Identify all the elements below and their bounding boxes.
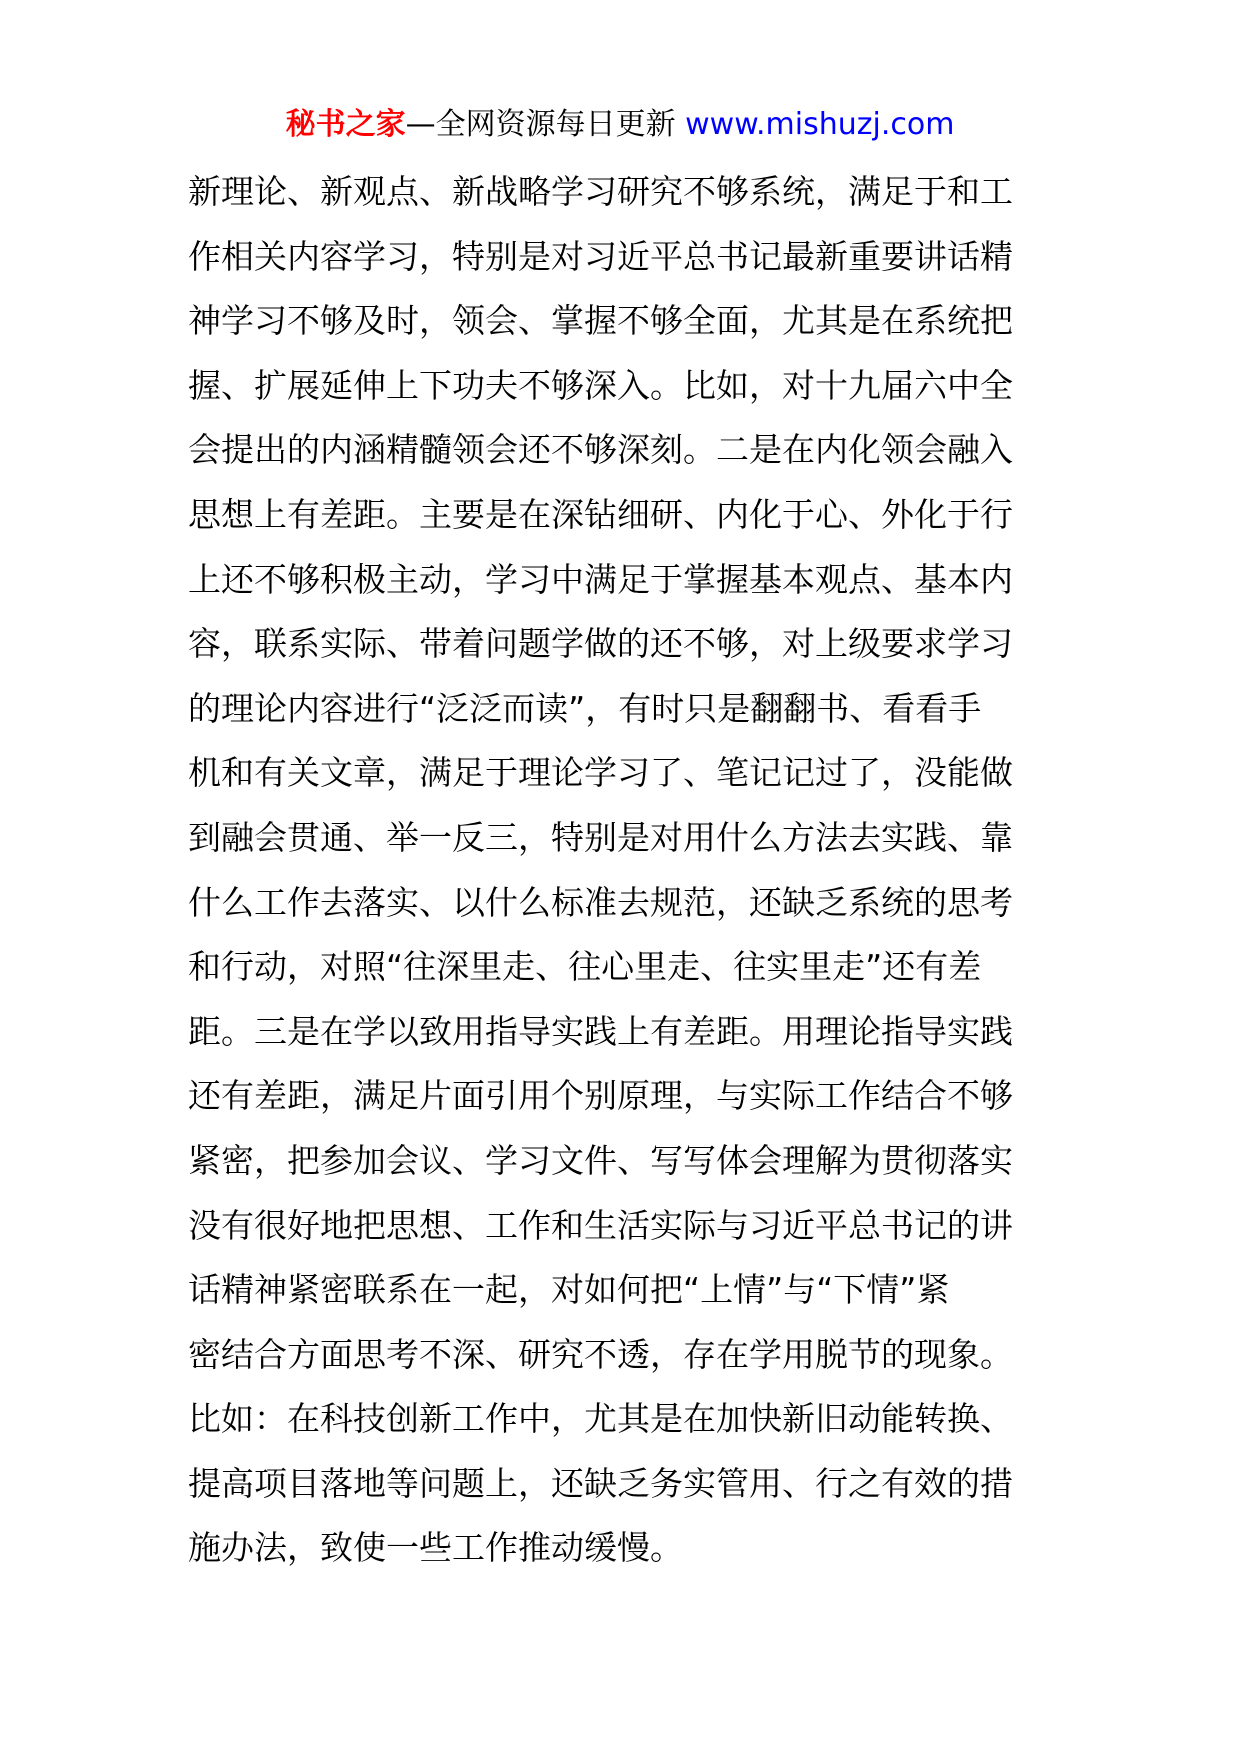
text-line: 神学习不够及时，领会、掌握不够全面，尤其是在系统把 — [188, 301, 1013, 341]
header-tagline: —全网资源每日更新 — [405, 107, 676, 142]
text-line: 密结合方面思考不深、研究不透，存在学用脱节的现象。 — [188, 1334, 1013, 1374]
text-line: 施办法，致使一些工作推动缓慢。 — [188, 1528, 683, 1568]
text-line: 思想上有差距。主要是在深钻细研、内化于心、外化于行 — [188, 494, 1013, 534]
text-line: 还有差距，满足片面引用个别原理，与实际工作结合不够 — [188, 1076, 1013, 1116]
text-line: 什么工作去落实、以什么标准去规范，还缺乏系统的思考 — [188, 882, 1013, 922]
text-line: 距。三是在学以致用指导实践上有差距。用理论指导实践 — [188, 1011, 1013, 1051]
text-line: 到融会贯通、举一反三，特别是对用什么方法去实践、靠 — [188, 817, 1013, 857]
text-line: 比如：在科技创新工作中，尤其是在加快新旧动能转换、 — [188, 1399, 1013, 1439]
text-line: 紧密，把参加会议、学习文件、写写体会理解为贯彻落实 — [188, 1140, 1013, 1180]
website-url: www.mishuzj.com — [685, 107, 955, 142]
brand-name: 秘书之家 — [285, 107, 406, 142]
text-line: 会提出的内涵精髓领会还不够深刻。二是在内化领会融入 — [188, 430, 1013, 470]
text-line: 作相关内容学习，特别是对习近平总书记最新重要讲话精 — [188, 236, 1013, 276]
text-line: 没有很好地把思想、工作和生活实际与习近平总书记的讲 — [188, 1205, 1013, 1245]
text-line: 话精神紧密联系在一起，对如何把“上情”与“下情”紧 — [188, 1270, 950, 1310]
text-line: 握、扩展延伸上下功夫不够深入。比如，对十九届六中全 — [188, 365, 1013, 405]
text-line: 的理论内容进行“泛泛而读”，有时只是翻翻书、看看手 — [188, 688, 982, 728]
text-line: 上还不够积极主动，学习中满足于掌握基本观点、基本内 — [188, 559, 1013, 599]
site-header — [0, 100, 1240, 150]
text-line: 提高项目落地等问题上，还缺乏务实管用、行之有效的措 — [188, 1463, 1013, 1503]
text-line: 容，联系实际、带着问题学做的还不够，对上级要求学习 — [188, 624, 1013, 664]
document-body — [188, 160, 1068, 1581]
text-line: 新理论、新观点、新战略学习研究不够系统，满足于和工 — [188, 172, 1013, 211]
text-line: 和行动，对照“往深里走、往心里走、往实里走”还有差 — [188, 947, 982, 987]
text-line: 机和有关文章，满足于理论学习了、笔记记过了，没能做 — [188, 753, 1013, 793]
